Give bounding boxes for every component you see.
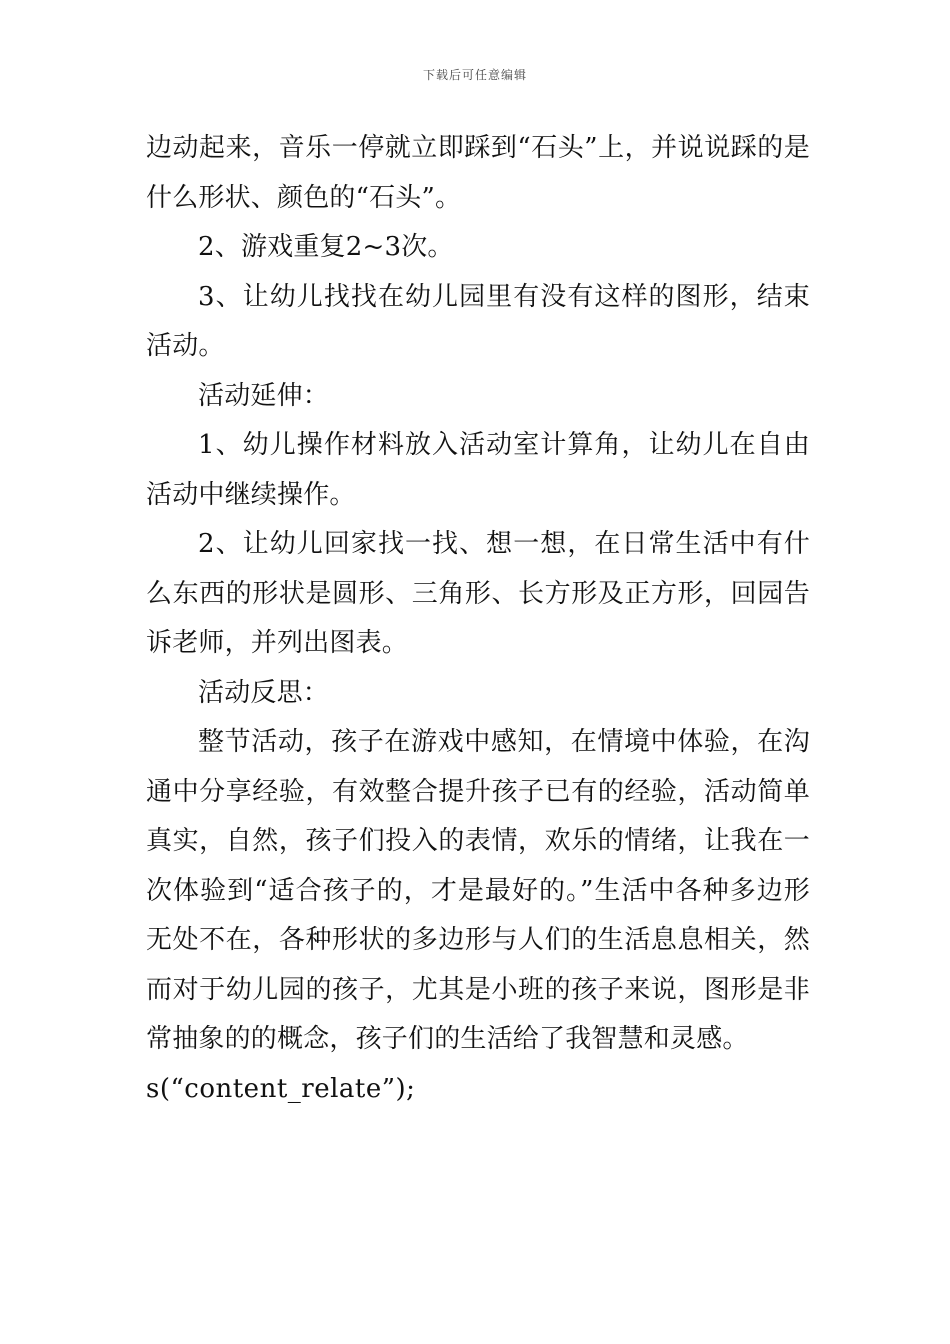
paragraph-step-3: 3、让幼儿找找在幼儿园里有没有这样的图形，结束活动。 [146,281,810,361]
paragraph-reflection: 整节活动，孩子在游戏中感知，在情境中体验，在沟通中分享经验，有效整合提升孩子已有的经验，活动简单真实，自然，孩子们投入的表情，欢乐的情绪，让我在一次体验到“适合孩子的，才是最好的。”生活中各种多边形无处不在，各种形状的多边形与人们的生活息息相关，然而对于幼儿园的孩子，尤其是小班的孩子来说，图形是非常抽象的的概念，孩子们的生活给了我智慧和灵感。 [146,727,810,1054]
document-body [146,124,810,1114]
paragraph-extension-2: 2、让幼儿回家找一找、想一想，在日常生活中有什么东西的形状是圆形、三角形、长方形及正方形，回园告诉老师，并列出图表。 [146,529,810,658]
paragraph-step-2: 2、游戏重复2~3次。 [198,232,454,262]
section-heading-extension: 活动延伸： [198,380,330,411]
script-residue-line: s(“content_relate”); [146,1073,416,1104]
section-heading-reflection: 活动反思： [198,677,330,708]
page-header: 下载后可任意编辑 [422,68,527,82]
paragraph-extension-1: 1、幼儿操作材料放入活动室计算角，让幼儿在自由活动中继续操作。 [146,430,810,510]
paragraph-continuation: 边动起来，音乐一停就立即踩到“石头”上，并说说踩的是什么形状、颜色的“石头”。 [146,133,810,213]
